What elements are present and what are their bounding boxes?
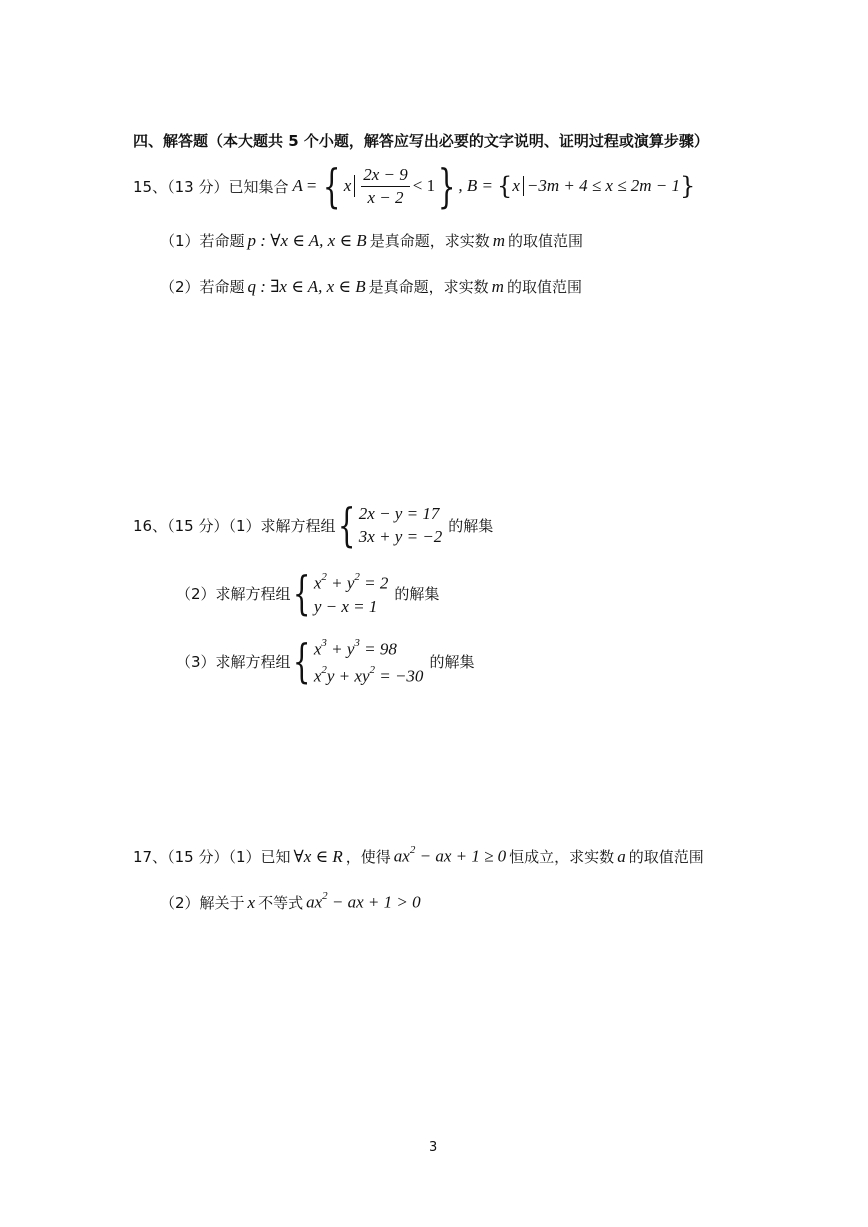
- q17-part1-var: a: [617, 846, 626, 866]
- q17-part1: [133, 846, 704, 867]
- q15-part2-math: q : ∃x ∈ A, x ∈ B: [247, 276, 366, 296]
- q16-part1-label: 16、（15 分）（1）求解方程组: [133, 516, 336, 535]
- q16-part3: [176, 636, 474, 686]
- set-a-inequality: < 1: [412, 176, 436, 195]
- q15-part2-var: m: [491, 276, 504, 296]
- q15-part2-text: 是真命题，求实数: [368, 278, 489, 296]
- set-b-definition: , B =: [458, 176, 494, 195]
- q15-part1-var: m: [492, 230, 505, 250]
- q17-part2-inequality: $ax^2$ − ax + 1 > 0: [306, 890, 421, 912]
- q17-part2: [160, 892, 421, 913]
- q15-part1-text: 是真命题，求实数: [369, 232, 490, 250]
- q16-part2: [176, 568, 439, 618]
- q15-statement: [133, 159, 696, 213]
- q16-part1-end: 的解集: [448, 516, 494, 535]
- equation-2: y − x = 1: [313, 596, 378, 616]
- q17-part1-after: 恒成立，求实数: [509, 848, 615, 866]
- q16-part2-end: 的解集: [394, 584, 440, 603]
- q17-inequality: $ax^2$ − ax + 1 ≥ 0: [393, 844, 507, 866]
- q17-part1-mid: ，使得: [345, 848, 391, 866]
- q17-part1-label: 17、（15 分）（1）已知: [133, 848, 291, 866]
- q15-number: 15、（13 分）已知集合: [133, 177, 289, 196]
- q17-forall: ∀x ∈ R: [293, 846, 343, 866]
- system-brace-icon: {: [337, 498, 355, 552]
- left-brace-icon: {: [497, 172, 513, 200]
- equation-1: 2x − y = 17: [358, 504, 440, 523]
- q15-part1-end: 的取值范围: [508, 232, 584, 250]
- set-a-name: A: [292, 176, 303, 195]
- q16-part2-system: [314, 568, 389, 618]
- set-a-fraction: [361, 165, 410, 208]
- equation-2: 3x + y = −2: [358, 527, 443, 546]
- equation-1: $x^3 + y^3 = 98$: [313, 637, 397, 659]
- fraction-denominator: x − 2: [367, 187, 404, 207]
- q15-part2-end: 的取值范围: [506, 278, 582, 296]
- right-brace-icon: }: [680, 172, 696, 200]
- equals-sign: =: [306, 176, 317, 195]
- equation-1: $x^2 + y^2 = 2$: [313, 571, 389, 593]
- page-number: 3: [429, 1140, 438, 1155]
- q17-part1-end: 的取值范围: [628, 848, 704, 866]
- set-a-variable: x: [343, 176, 352, 195]
- q16-part1: [133, 500, 493, 550]
- q16-part3-label: （3）求解方程组: [176, 652, 291, 671]
- q17-part2-var: x: [247, 892, 256, 912]
- system-brace-icon: {: [292, 566, 310, 620]
- set-bar-icon: [523, 176, 524, 196]
- equation-2: $x^2y + xy^2 = -30$: [313, 664, 424, 686]
- q15-part1-math: p : ∀x ∈ A, x ∈ B: [247, 230, 367, 250]
- set-b-condition: −3m + 4 ≤ x ≤ 2m − 1: [526, 176, 681, 195]
- q16-part1-system: [359, 502, 443, 548]
- right-brace-icon: }: [437, 159, 456, 213]
- q17-part2-label: （2）解关于: [160, 894, 245, 912]
- q16-part2-label: （2）求解方程组: [176, 584, 291, 603]
- fraction-numerator: 2x − 9: [361, 165, 410, 187]
- q17-part2-mid: 不等式: [258, 894, 304, 912]
- q15-part2-label: （2）若命题: [160, 278, 245, 296]
- q16-part3-end: 的解集: [429, 652, 475, 671]
- q15-part1-label: （1）若命题: [160, 232, 245, 250]
- left-brace-icon: {: [323, 159, 341, 213]
- section-heading: 四、解答题（本大题共 5 个小题，解答应写出必要的文字说明、证明过程或演算步骤）: [133, 132, 709, 150]
- set-bar-icon: [354, 175, 355, 197]
- system-brace-icon: {: [292, 634, 310, 688]
- q16-part3-system: [314, 634, 424, 687]
- q15-part2: [160, 276, 582, 297]
- set-b-variable: x: [512, 176, 520, 195]
- q15-part1: [160, 230, 583, 251]
